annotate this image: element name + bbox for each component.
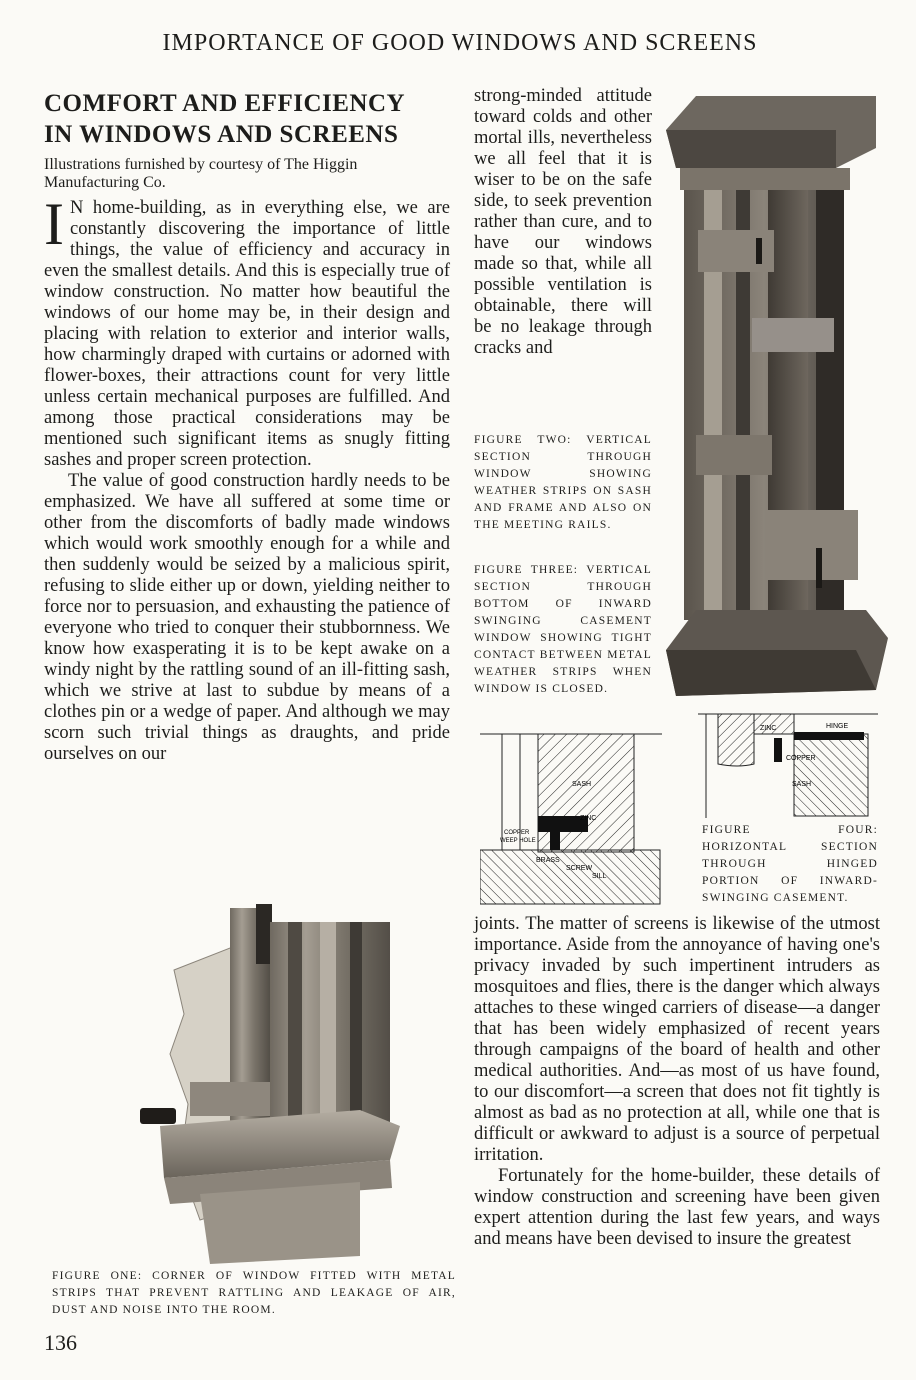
article-title-line1: COMFORT AND EFFICIENCY: [44, 90, 406, 117]
figure-four-caption: FIGURE FOUR: HORIZONTAL SECTION THROUGH HINGED PORTION OF INWARD-SWINGING CASEMENT.: [702, 824, 878, 904]
page-number: 136: [44, 1330, 77, 1355]
fig3-label-weep-hole: WEEP HOLE: [500, 838, 536, 844]
fig4-label-hinge: HINGE: [826, 723, 849, 730]
fig4-label-copper: COPPER: [786, 755, 816, 762]
drop-cap: I: [44, 191, 64, 257]
right-column-bottom-text: [474, 914, 880, 1250]
paragraph-2-left: The value of good construction hardly needs to be emphasized. We have all suffered at some time or other from the discomforts of badly made windows which would work smoothly enough for a while and then suddenly would be seized by a malicious spirit, refusing to slide either up or down, yielding neither to force nor to persuasion, and exhausting the patience of everyone who tried to conquer their stubbornness. We know how exasperating it is to be kept awake on a windy night by the rattling sound of an ill-fitting sash, which we strive at last to subdue by means of a clothes pin or a wedge of paper. And although we may scorn such trivial things as draughts, and pride ourselves on our: [44, 471, 450, 764]
paragraph-2-right-bottom: joints. The matter of screens is likewise of the utmost importance. Aside from the annoyance of having one's privacy invaded by such impertinent intruders as mosquitoes and flies, there is the danger which always attaches to these winged carriers of disease—a danger that has been widely emphasized of recent years through campaigns of the board of health and other medical authorities. And—as most of us have found, to our discomfort—a screen that does not fit tightly is almost as bad as no protection at all, while one that is difficult or awkward to adjust is a source of perpetual irritation.: [474, 914, 880, 1165]
figure-three-caption: FIGURE THREE: VERTICAL SECTION THROUGH BOTTOM OF INWARD SWINGING CASEMENT WINDOW SHOWING TIGHT CONTACT BETWEEN METAL WEATHER STRIPS WHEN WINDOW IS CLOSED.: [474, 564, 652, 695]
right-column-top-text: strong-minded attitude toward colds and other mortal ills, nevertheless we all feel that it is wiser to be on the safe side, to seek prevention rather than cure, and to have our windows made so that, while all possible ventilation is obtainable, there will be no leakage through cracks and: [474, 86, 652, 358]
figure-two-illustration: [656, 90, 888, 698]
paragraph-1: [44, 191, 450, 471]
illustration-credit: Illustrations furnished by courtesy of The Higgin Manufacturing Co.: [44, 156, 358, 191]
figure-one-caption: FIGURE ONE: CORNER OF WINDOW FITTED WITH METAL STRIPS THAT PREVENT RATTLING AND LEAKAGE OF AIR, DUST AND NOISE INTO THE ROOM.: [52, 1270, 456, 1316]
figure-two-caption: FIGURE TWO: VERTICAL SECTION THROUGH WINDOW SHOWING WEATHER STRIPS ON SASH AND FRAME AND ALSO ON THE MEETING RAILS.: [474, 434, 652, 531]
fig3-label-brass: BRASS: [536, 857, 560, 864]
fig4-label-sash: SASH: [792, 781, 812, 788]
figure-one-illustration: [100, 904, 410, 1264]
paragraph-3: Fortunately for the home-builder, these details of window construction and screening have been given expert attention during the last few years, and ways and means have been devised to insure the greatest: [474, 1166, 880, 1249]
running-head: IMPORTANCE OF GOOD WINDOWS AND SCREENS: [162, 30, 758, 56]
fig3-label-zinc: ZINC: [580, 815, 597, 822]
figure-four-diagram: [698, 708, 878, 820]
fig3-label-sash: SASH: [572, 781, 592, 788]
article-title: [44, 88, 454, 150]
fig3-label-sill: SILL: [592, 873, 607, 880]
figure-three-diagram: [480, 730, 662, 910]
paragraph-1-text: N home-building, as in everything else, we are constantly discovering the importance of little things, the value of efficiency and accuracy in even the smallest details. And this is especially true of window construction. No matter how beautiful the windows of our home may be, in their design and placing with relation to exterior and interior walls, how charmingly draped with curtains or adorned with flower-boxes, their attractions count for very little unless certain mechanical purposes are fulfilled. And among those practical considerations may be mentioned such significant items as snugly fitting sashes and proper screen protection.: [44, 198, 450, 470]
fig4-label-zinc: ZINC: [760, 725, 777, 732]
fig3-label-copper: COPPER: [504, 830, 530, 836]
fig3-label-screw: SCREW: [566, 865, 593, 872]
article-title-line2: IN WINDOWS AND SCREENS: [44, 121, 399, 148]
left-column-text: [44, 191, 450, 765]
